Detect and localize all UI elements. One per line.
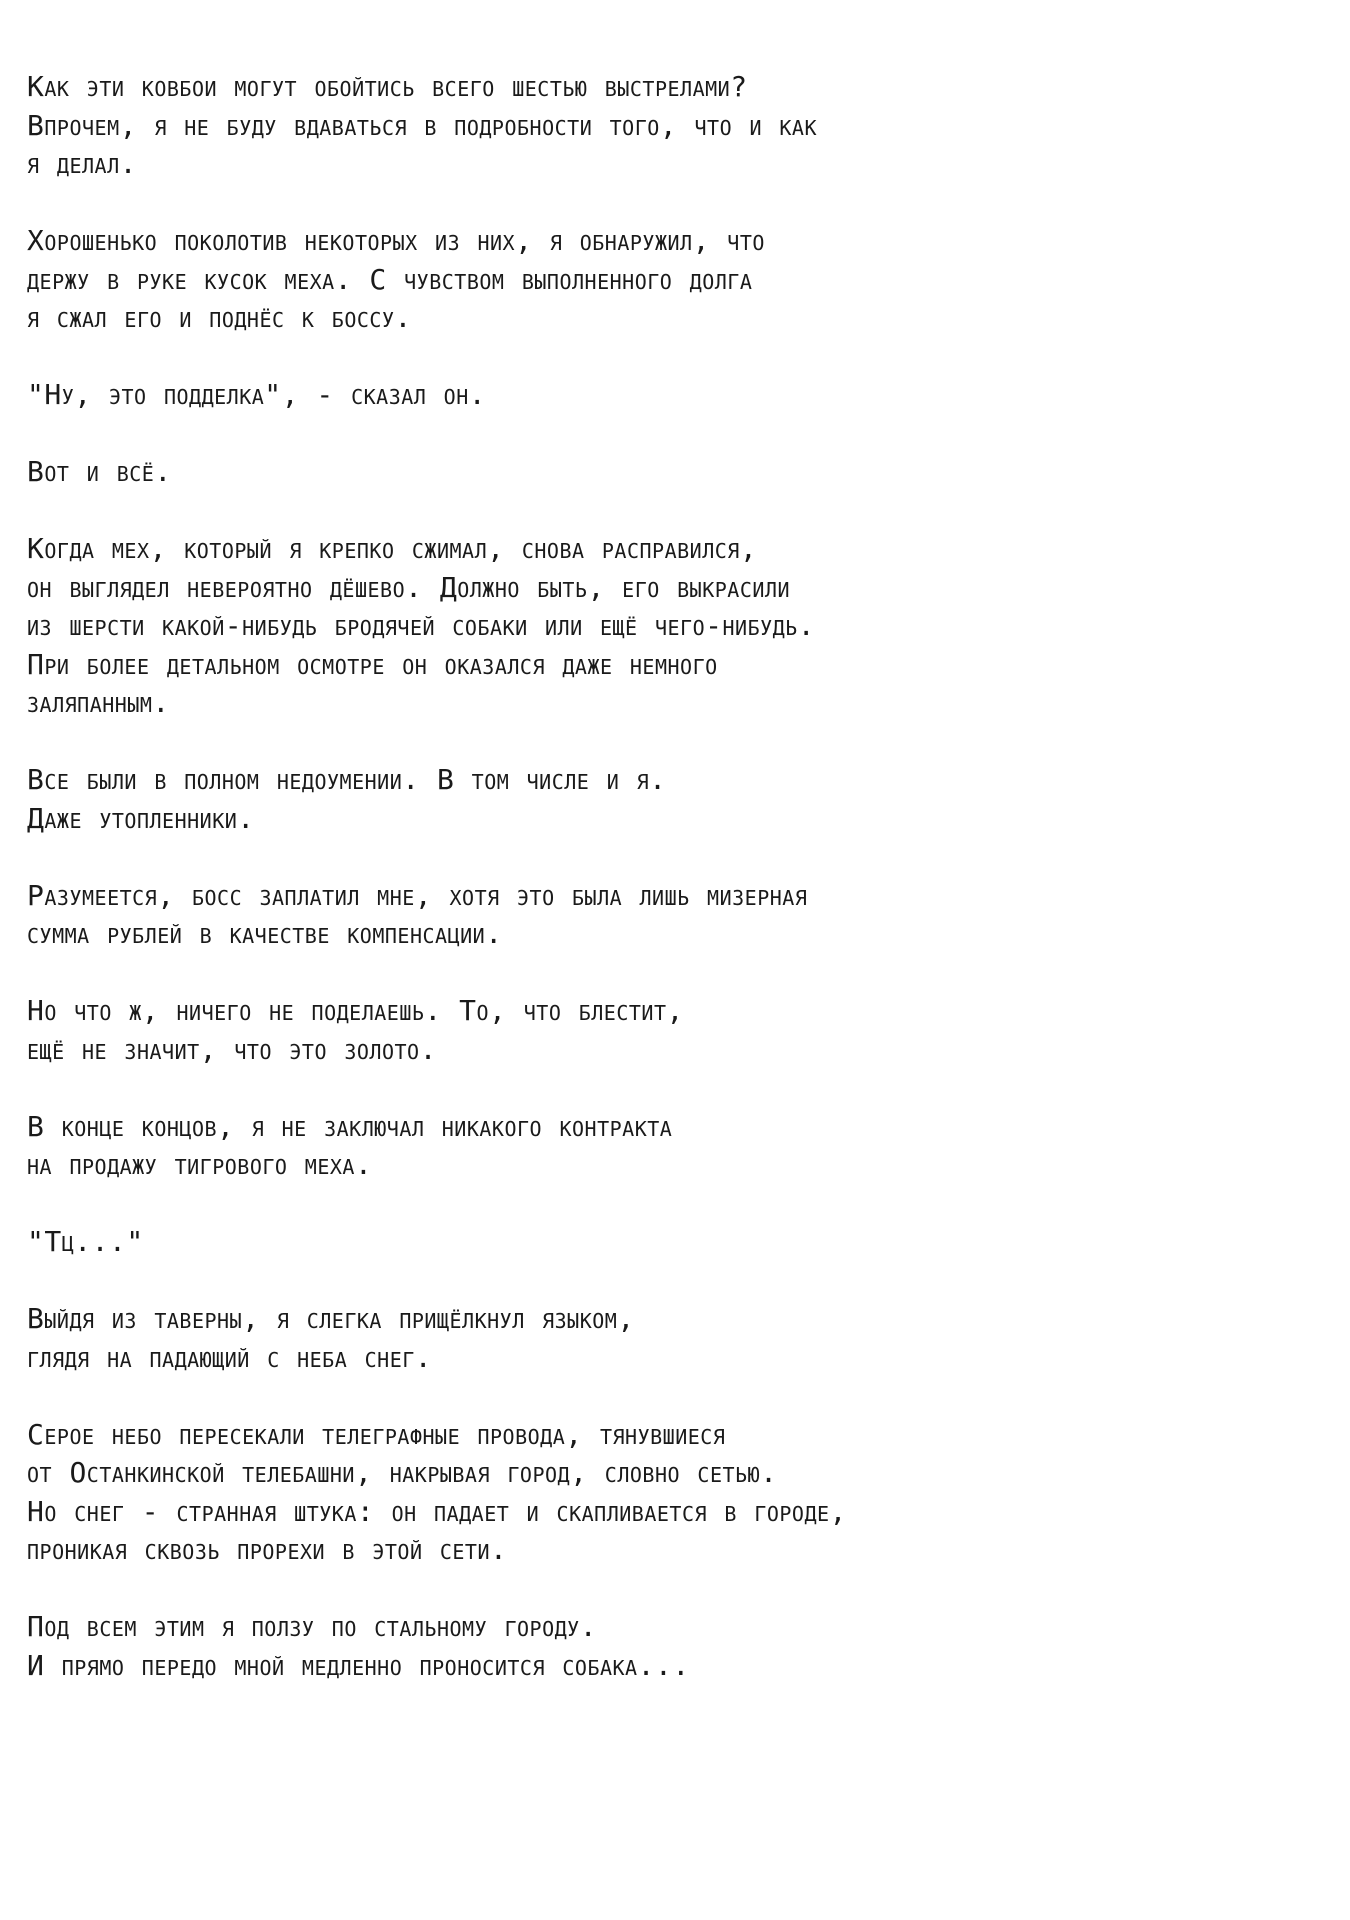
text-line: Как эти ковбои могут обойтись всего шестью выстрелами?: [27, 70, 748, 103]
paragraph: [27, 992, 1327, 1069]
paragraph: [27, 877, 1327, 954]
text-line: "Ну, это подделка", - сказал он.: [27, 378, 487, 411]
text-line: глядя на падающий с неба снег.: [27, 1340, 433, 1374]
paragraph: [27, 453, 1327, 492]
text-line: он выглядел невероятно дёшево. Должно быть, его выкрасили: [27, 570, 791, 604]
text-line: "Тц...": [27, 1225, 144, 1258]
paragraph: [27, 376, 1327, 415]
text-line: При более детальном осмотре он оказался даже немного: [27, 647, 718, 681]
text-line: на продажу тигрового меха.: [27, 1148, 373, 1181]
paragraph: [27, 68, 1327, 184]
text-line: Все были в полном недоумении. В том числе и я.: [27, 763, 667, 796]
text-block: [27, 68, 1327, 1724]
text-line: от Останкинской телебашни, накрывая город, словно сетью.: [27, 1456, 778, 1489]
text-line: Серое небо пересекали телеграфные провода, тянувшиеся: [27, 1417, 726, 1451]
paragraph: [27, 1300, 1327, 1377]
text-line: Но что ж, ничего не поделаешь. То, что блестит,: [27, 994, 684, 1027]
text-line: Выйдя из таверны, я слегка прищёлкнул языком,: [27, 1302, 635, 1335]
text-line: проникая сквозь прорехи в этой сети.: [27, 1533, 508, 1566]
text-line: Впрочем, я не буду вдаваться в подробности того, что и как: [27, 108, 817, 142]
text-line: Под всем этим я ползу по стальному городу.: [27, 1610, 598, 1643]
text-line: Даже утопленники.: [27, 801, 255, 835]
text-line: Когда мех, который я крепко сжимал, снова расправился,: [27, 532, 758, 565]
paragraph: [27, 1608, 1327, 1685]
paragraph: [27, 1223, 1327, 1262]
text-line: я делал.: [27, 147, 137, 180]
text-line: держу в руке кусок меха. С чувством выполненного долга: [27, 262, 753, 296]
paragraph: [27, 1416, 1327, 1570]
text-line: сумма рублей в качестве компенсации.: [27, 917, 503, 950]
text-line: я сжал его и поднёс к боссу.: [27, 301, 412, 334]
text-line: Разумеется, босс заплатил мне, хотя это была лишь мизерная: [27, 878, 808, 912]
paragraph: [27, 222, 1327, 338]
text-line: Хорошенько поколотив некоторых из них, я обнаружил, что: [27, 224, 765, 257]
text-line: Вот и всё.: [27, 455, 172, 488]
text-line: заляпанным.: [27, 686, 170, 719]
text-line: ещё не значит, что это золото.: [27, 1032, 437, 1066]
text-line: из шерсти какой-нибудь бродячей собаки или ещё чего-нибудь.: [27, 609, 816, 642]
paragraph: [27, 530, 1327, 723]
text-line: Но снег - странная штука: он падает и скапливается в городе,: [27, 1494, 847, 1528]
paragraph: [27, 761, 1327, 838]
text-line: И прямо передо мной медленно проносится собака...: [27, 1648, 690, 1682]
text-line: В конце концов, я не заключал никакого контракта: [27, 1109, 673, 1143]
paragraph: [27, 1108, 1327, 1185]
